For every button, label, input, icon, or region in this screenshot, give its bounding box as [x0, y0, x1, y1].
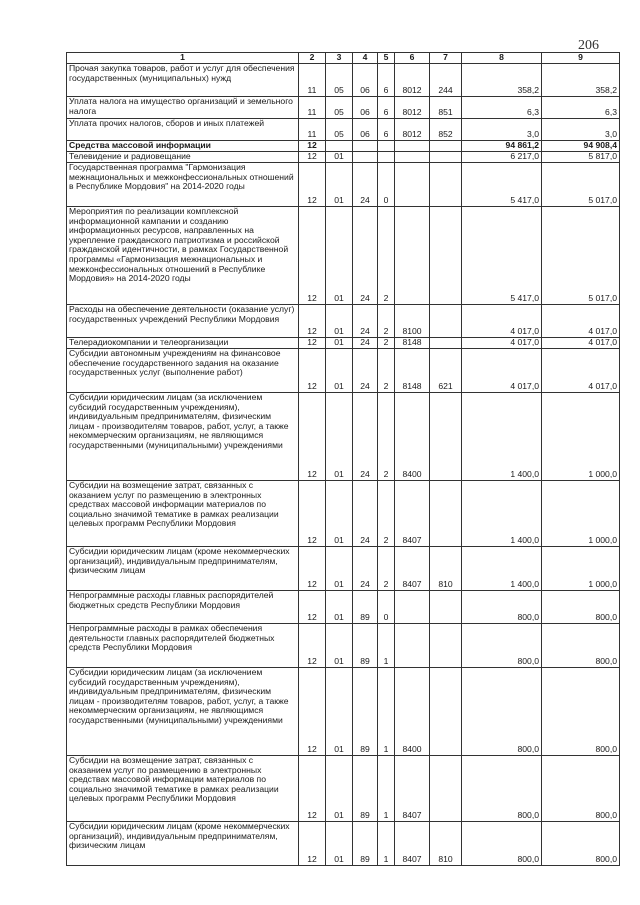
amount-year-2: 94 908,4 [542, 141, 620, 152]
table-row [67, 756, 620, 822]
amount-year-1: 4 017,0 [462, 305, 542, 338]
direction-code [395, 152, 430, 163]
subprogram-code: 0 [378, 591, 395, 624]
program-code: 24 [353, 547, 378, 591]
subprogram-code: 2 [378, 338, 395, 349]
program-code: 24 [353, 481, 378, 547]
section-code: 12 [299, 163, 326, 207]
amount-year-2: 1 000,0 [542, 393, 620, 481]
table-row [67, 624, 620, 668]
subprogram-code [378, 141, 395, 152]
table-row [67, 152, 620, 163]
program-code: 89 [353, 668, 378, 756]
subprogram-code: 6 [378, 64, 395, 97]
amount-year-1: 4 017,0 [462, 338, 542, 349]
section-code: 12 [299, 481, 326, 547]
direction-code: 8400 [395, 668, 430, 756]
direction-code: 8012 [395, 64, 430, 97]
section-code: 12 [299, 141, 326, 152]
program-code: 89 [353, 624, 378, 668]
row-name: Прочая закупка товаров, работ и услуг для обеспечения государственных (муниципальных) нужд [67, 64, 299, 97]
amount-year-2: 800,0 [542, 756, 620, 822]
program-code: 06 [353, 97, 378, 119]
amount-year-2: 4 017,0 [542, 349, 620, 393]
table-body [67, 64, 620, 866]
section-code: 12 [299, 756, 326, 822]
section-code: 12 [299, 207, 326, 305]
section-code: 12 [299, 349, 326, 393]
table-row [67, 349, 620, 393]
table-row [67, 338, 620, 349]
subsection-code: 01 [326, 207, 353, 305]
amount-year-2: 800,0 [542, 668, 620, 756]
amount-year-2: 3,0 [542, 119, 620, 141]
direction-code [395, 624, 430, 668]
section-code: 12 [299, 547, 326, 591]
subsection-code: 01 [326, 305, 353, 338]
direction-code: 8012 [395, 97, 430, 119]
amount-year-2: 5 017,0 [542, 163, 620, 207]
subsection-code: 01 [326, 547, 353, 591]
amount-year-1: 94 861,2 [462, 141, 542, 152]
subprogram-code: 6 [378, 119, 395, 141]
subsection-code: 01 [326, 393, 353, 481]
amount-year-2: 800,0 [542, 591, 620, 624]
expense-type-code: 621 [430, 349, 462, 393]
section-code: 11 [299, 64, 326, 97]
direction-code: 8407 [395, 547, 430, 591]
amount-year-1: 3,0 [462, 119, 542, 141]
direction-code: 8407 [395, 822, 430, 866]
section-code: 12 [299, 305, 326, 338]
table-row [67, 591, 620, 624]
subsection-code: 01 [326, 163, 353, 207]
expense-type-code [430, 207, 462, 305]
row-name: Субсидии юридическим лицам (за исключением субсидий государственным учреждениям), индивидуальным предпринимателям, физическим лицам - производителям товаров, работ, услуг, а также некоммерческим организациям, не являющимся государственными (муниципальными) учреждениями [67, 393, 299, 481]
section-code: 12 [299, 624, 326, 668]
row-name: Субсидии юридическим лицам (кроме некоммерческих организаций), индивидуальным предпринимателям, физическим лицам [67, 547, 299, 591]
subprogram-code: 0 [378, 163, 395, 207]
amount-year-1: 800,0 [462, 591, 542, 624]
program-code: 24 [353, 207, 378, 305]
subprogram-code: 6 [378, 97, 395, 119]
amount-year-1: 1 400,0 [462, 547, 542, 591]
table-row [67, 163, 620, 207]
section-code: 12 [299, 668, 326, 756]
table-row [67, 547, 620, 591]
expense-type-code [430, 152, 462, 163]
program-code: 24 [353, 393, 378, 481]
expense-type-code [430, 163, 462, 207]
program-code: 06 [353, 119, 378, 141]
row-name: Субсидии автономным учреждениям на финансовое обеспечение государственного задания на оказание государственных услуг (выполнение работ) [67, 349, 299, 393]
subsection-code: 05 [326, 97, 353, 119]
subsection-code: 01 [326, 822, 353, 866]
expense-type-code: 852 [430, 119, 462, 141]
row-name: Телевидение и радиовещание [67, 152, 299, 163]
amount-year-1: 800,0 [462, 822, 542, 866]
row-name: Непрограммные расходы главных распорядителей бюджетных средств Республики Мордовия [67, 591, 299, 624]
program-code: 89 [353, 591, 378, 624]
subsection-code: 05 [326, 119, 353, 141]
amount-year-1: 1 400,0 [462, 481, 542, 547]
row-name: Уплата налога на имущество организаций и земельного налога [67, 97, 299, 119]
amount-year-1: 4 017,0 [462, 349, 542, 393]
table-row [67, 119, 620, 141]
subsection-code: 01 [326, 756, 353, 822]
subsection-code: 01 [326, 668, 353, 756]
amount-year-2: 1 000,0 [542, 481, 620, 547]
row-name: Субсидии юридическим лицам (кроме некоммерческих организаций), индивидуальным предпринимателям, физическим лицам [67, 822, 299, 866]
program-code: 89 [353, 822, 378, 866]
program-code: 06 [353, 64, 378, 97]
column-header-4: 4 [353, 53, 378, 64]
column-header-3: 3 [326, 53, 353, 64]
table-row [67, 64, 620, 97]
expense-type-code: 810 [430, 547, 462, 591]
column-header-5: 5 [378, 53, 395, 64]
expense-type-code [430, 668, 462, 756]
expense-type-code: 851 [430, 97, 462, 119]
program-code: 24 [353, 338, 378, 349]
direction-code: 8148 [395, 338, 430, 349]
row-name: Телерадиокомпании и телеорганизации [67, 338, 299, 349]
table-header-row [67, 53, 620, 64]
expense-type-code [430, 393, 462, 481]
section-code: 12 [299, 338, 326, 349]
row-name: Субсидии на возмещение затрат, связанных с оказанием услуг по размещению в электронных средствах массовой информации материалов по социально значимой тематике в рамках реализации целевых программ Республики Мордовия [67, 481, 299, 547]
column-header-6: 6 [395, 53, 430, 64]
subsection-code: 01 [326, 152, 353, 163]
subprogram-code: 2 [378, 393, 395, 481]
expense-type-code [430, 756, 462, 822]
amount-year-2: 4 017,0 [542, 305, 620, 338]
section-code: 12 [299, 152, 326, 163]
budget-table [66, 52, 620, 866]
amount-year-2: 800,0 [542, 822, 620, 866]
subsection-code: 01 [326, 624, 353, 668]
amount-year-2: 1 000,0 [542, 547, 620, 591]
program-code: 24 [353, 163, 378, 207]
table-row [67, 97, 620, 119]
subprogram-code: 2 [378, 547, 395, 591]
section-code: 12 [299, 591, 326, 624]
subsection-code: 01 [326, 349, 353, 393]
page-number: 206 [578, 38, 599, 53]
section-code: 12 [299, 393, 326, 481]
direction-code: 8100 [395, 305, 430, 338]
subsection-code: 01 [326, 591, 353, 624]
row-name: Государственная программа "Гармонизация межнациональных и межконфессиональных отношений в Республике Мордовия" на 2014-2020 годы [67, 163, 299, 207]
direction-code: 8012 [395, 119, 430, 141]
direction-code [395, 207, 430, 305]
column-header-7: 7 [430, 53, 462, 64]
subprogram-code: 2 [378, 207, 395, 305]
program-code [353, 141, 378, 152]
subsection-code: 01 [326, 338, 353, 349]
amount-year-2: 5 817,0 [542, 152, 620, 163]
table-row [67, 207, 620, 305]
table-row [67, 305, 620, 338]
expense-type-code: 244 [430, 64, 462, 97]
direction-code [395, 591, 430, 624]
direction-code [395, 163, 430, 207]
direction-code: 8148 [395, 349, 430, 393]
column-header-8: 8 [462, 53, 542, 64]
amount-year-1: 5 417,0 [462, 163, 542, 207]
row-name: Мероприятия по реализации комплексной информационной кампании и созданию информационных ресурсов, направленных на укрепление гражданского патриотизма и российской гражданской идентичности, в рамках Государственной программы «Гармонизация межнациональных и межконфессиональных отношений в Республике Мордовия» на 2014-2020 годы [67, 207, 299, 305]
amount-year-2: 5 017,0 [542, 207, 620, 305]
amount-year-1: 800,0 [462, 756, 542, 822]
program-code: 24 [353, 349, 378, 393]
amount-year-1: 5 417,0 [462, 207, 542, 305]
expense-type-code: 810 [430, 822, 462, 866]
table-row [67, 822, 620, 866]
subsection-code [326, 141, 353, 152]
expense-type-code [430, 338, 462, 349]
program-code [353, 152, 378, 163]
subprogram-code: 1 [378, 668, 395, 756]
row-name: Непрограммные расходы в рамках обеспечения деятельности главных распорядителей бюджетных средств Республики Мордовия [67, 624, 299, 668]
subprogram-code: 1 [378, 756, 395, 822]
column-header-2: 2 [299, 53, 326, 64]
subsection-code: 01 [326, 481, 353, 547]
direction-code: 8407 [395, 481, 430, 547]
column-header-1: 1 [67, 53, 299, 64]
amount-year-1: 358,2 [462, 64, 542, 97]
subsection-code: 05 [326, 64, 353, 97]
subprogram-code: 2 [378, 481, 395, 547]
expense-type-code [430, 305, 462, 338]
table-row [67, 481, 620, 547]
expense-type-code [430, 481, 462, 547]
amount-year-1: 800,0 [462, 624, 542, 668]
row-name: Уплата прочих налогов, сборов и иных платежей [67, 119, 299, 141]
subprogram-code: 1 [378, 624, 395, 668]
direction-code: 8407 [395, 756, 430, 822]
subprogram-code [378, 152, 395, 163]
program-code: 89 [353, 756, 378, 822]
amount-year-1: 6 217,0 [462, 152, 542, 163]
row-name: Субсидии юридическим лицам (за исключением субсидий государственным учреждениям), индивидуальным предпринимателям, физическим лицам - производителям товаров, работ, услуг, а также некоммерческим организациям, не являющимся государственными (муниципальными) учреждениями [67, 668, 299, 756]
column-header-9: 9 [542, 53, 620, 64]
subprogram-code: 2 [378, 349, 395, 393]
row-name: Расходы на обеспечение деятельности (оказание услуг) государственных учреждений Республики Мордовия [67, 305, 299, 338]
subprogram-code: 2 [378, 305, 395, 338]
table-row [67, 668, 620, 756]
direction-code [395, 141, 430, 152]
expense-type-code [430, 591, 462, 624]
expense-type-code [430, 141, 462, 152]
subprogram-code: 1 [378, 822, 395, 866]
table-row [67, 393, 620, 481]
section-code: 11 [299, 119, 326, 141]
amount-year-1: 800,0 [462, 668, 542, 756]
amount-year-2: 358,2 [542, 64, 620, 97]
amount-year-2: 800,0 [542, 624, 620, 668]
amount-year-2: 4 017,0 [542, 338, 620, 349]
table-row [67, 141, 620, 152]
section-code: 11 [299, 97, 326, 119]
program-code: 24 [353, 305, 378, 338]
expense-type-code [430, 624, 462, 668]
amount-year-2: 6,3 [542, 97, 620, 119]
amount-year-1: 6,3 [462, 97, 542, 119]
row-name: Средства массовой информации [67, 141, 299, 152]
amount-year-1: 1 400,0 [462, 393, 542, 481]
section-code: 12 [299, 822, 326, 866]
row-name: Субсидии на возмещение затрат, связанных с оказанием услуг по размещению в электронных средствах массовой информации материалов по социально значимой тематике в рамках реализации целевых программ Республики Мордовия [67, 756, 299, 822]
direction-code: 8400 [395, 393, 430, 481]
